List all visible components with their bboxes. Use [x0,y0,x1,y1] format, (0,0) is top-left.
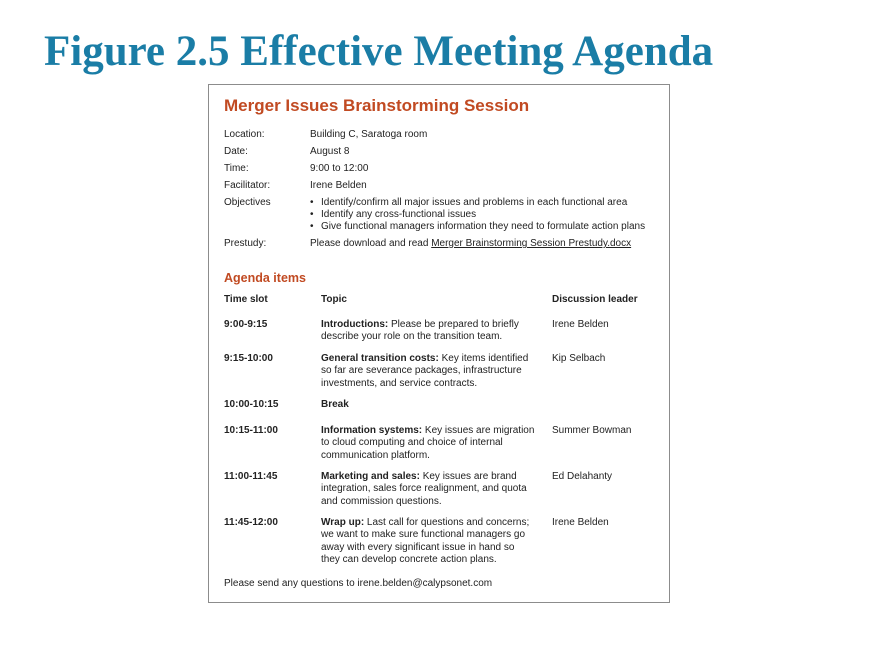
discussion-leader-header: Discussion leader [552,294,638,305]
topic-description: Key issues are migration to cloud computing and choice of internal communication platform. [321,425,535,461]
discussion-leader: Kip Selbach [552,353,606,364]
discussion-leader: Irene Belden [552,319,609,330]
objectives-list [310,197,645,233]
objective-item: • Give functional managers information they need to formulate action plans [310,221,645,233]
time-value: 9:00 to 12:00 [310,163,369,174]
topic [321,517,536,566]
topic-title: Marketing and sales: [321,471,420,482]
discussion-leader: Summer Bowman [552,425,632,436]
topic-title: Break [321,399,349,410]
time-slot: 9:00-9:15 [224,319,268,330]
time-label: Time: [224,163,249,174]
topic [321,353,536,390]
agenda-items-heading: Agenda items [224,271,306,285]
agenda-card [208,84,670,603]
topic [321,471,536,508]
prestudy-label: Prestudy: [224,238,267,249]
topic [321,425,536,462]
prestudy-text: Please download and read [310,238,432,249]
objective-item: • Identify any cross-functional issues [310,209,645,221]
discussion-leader: Ed Delahanty [552,471,613,482]
footer-note: Please send any questions to irene.belden@calypsonet.com [224,578,493,589]
topic-description: Key issues are brand integration, sales force realignment, and quota and commission questions. [321,471,527,507]
topic-description: Please be prepared to briefly describe your role on the transition team. [321,319,519,343]
topic [321,319,536,344]
topic [321,399,536,411]
facilitator-value: Irene Belden [310,180,367,191]
topic-title: Wrap up: [321,517,365,528]
facilitator-label: Facilitator: [224,180,271,191]
objective-item: • Identify/confirm all major issues and problems in each functional area [310,197,645,209]
prestudy-value [310,238,631,250]
topic-description: Last call for questions and concerns; we want to make sure functional managers go away with every significant issue in hand so they can develop concrete action plans. [321,517,530,565]
time-slot: 11:45-12:00 [224,517,278,528]
location-value: Building C, Saratoga room [310,129,428,140]
topic-header: Topic [321,294,347,305]
topic-description: Key items identified so far are severance packages, infrastructure investments, and service contracts. [321,353,529,389]
date-value: August 8 [310,146,350,157]
time-slot-header: Time slot [224,294,268,305]
time-slot: 10:00-10:15 [224,399,279,410]
topic-title: General transition costs: [321,353,439,364]
topic-title: Information systems: [321,425,423,436]
date-label: Date: [224,146,248,157]
figure-title: Figure 2.5 Effective Meeting Agenda [44,28,714,75]
topic-title: Introductions: [321,319,389,330]
time-slot: 11:00-11:45 [224,471,278,482]
objectives-label: Objectives [224,197,271,208]
location-label: Location: [224,129,265,140]
agenda-title: Merger Issues Brainstorming Session [224,96,530,115]
prestudy-link[interactable]: Merger Brainstorming Session Prestudy.docx [431,238,632,249]
time-slot: 10:15-11:00 [224,425,278,436]
discussion-leader: Irene Belden [552,517,609,528]
time-slot: 9:15-10:00 [224,353,273,364]
